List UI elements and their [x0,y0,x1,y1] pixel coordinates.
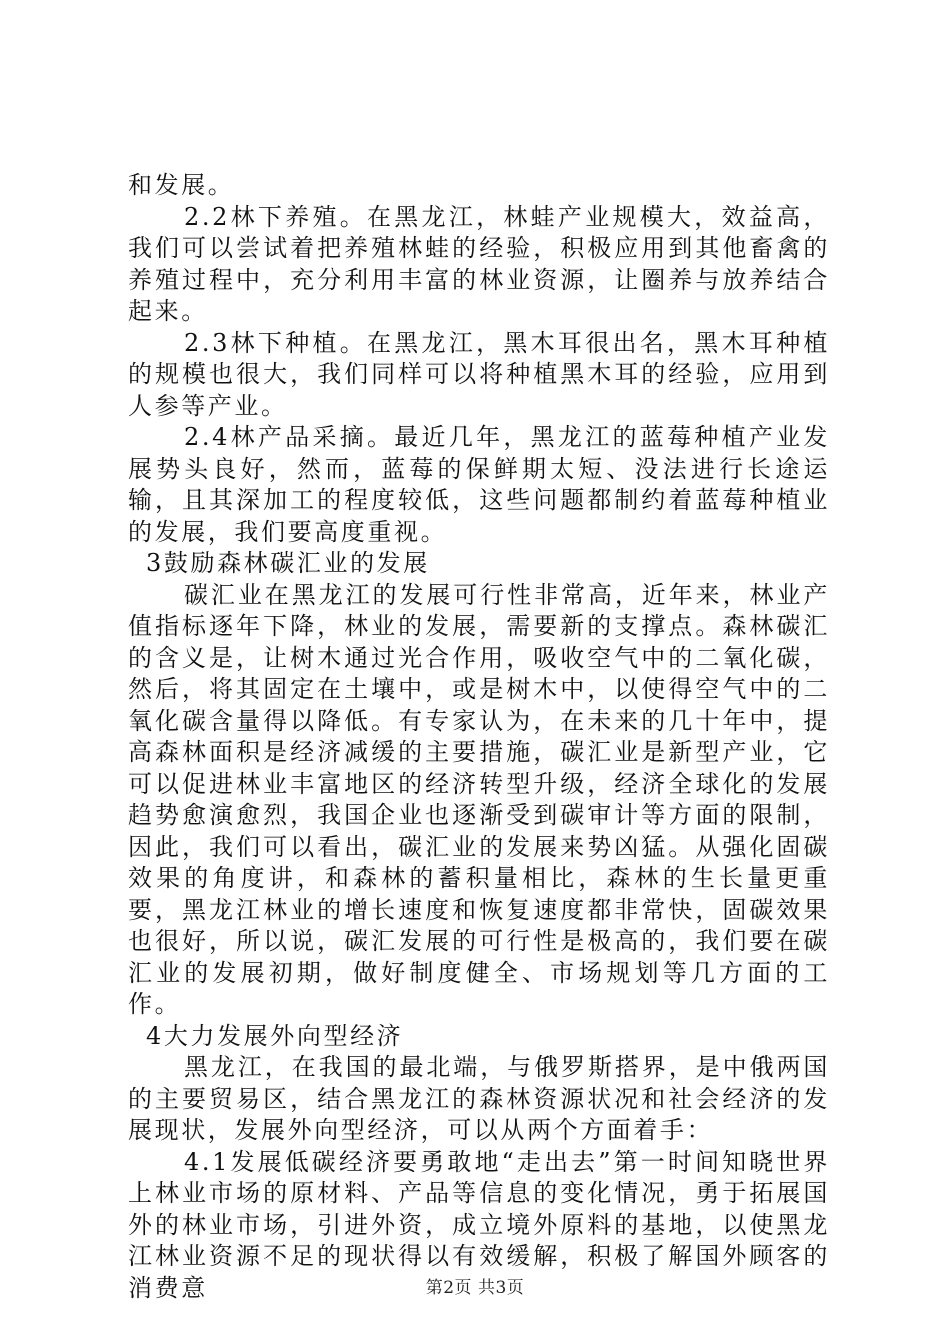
section-heading-4: 4大力发展外向型经济 [146,1021,404,1050]
paragraph-2-4: 2.4林产品采摘。最近几年，黑龙江的蓝莓种植产业发展势头良好，然而，蓝莓的保鲜期太短、没法进行长途运输，且其深加工的程度较低，这些问题都制约着蓝莓种植业的发展，我们要高度重视。 [128,423,830,546]
section-heading-3: 3鼓励森林碳汇业的发展 [146,549,430,577]
paragraph-2-2: 2.2林下养殖。在黑龙江，林蛙产业规模大，效益高，我们可以尝试着把养殖林蛙的经验，积极应用到其他畜禽的养殖过程中，充分利用丰富的林业资源，让圈养与放养结合起来。 [128,202,830,325]
paragraph-4-1: 4.1发展低碳经济要勇敢地“走出去”第一时间知晓世界上林业市场的原材料、产品等信息的变化情况，勇于拓展国外的林业市场，引进外资，成立境外原料的基地，以使黑龙江林业资源不足的现状得以有效缓解，积极了解国外顾客的消费意 [128,1147,830,1302]
paragraph-continuation: 和发展。 [128,171,235,199]
paragraph-2-3: 2.3林下种植。在黑龙江，黑木耳很出名，黑木耳种植的规模也很大，我们同样可以将种植黑木耳的经验，应用到人参等产业。 [128,328,830,420]
page-footer: 第2页 共3页 [425,1278,525,1298]
document-body [128,170,830,1304]
paragraph-section-3: 碳汇业在黑龙江的发展可行性非常高，近年来，林业产值指标逐年下降，林业的发展，需要新的支撑点。森林碳汇的含义是，让树木通过光合作用，吸收空气中的二氧化碳，然后，将其固定在土壤中，或是树木中，以使得空气中的二氧化碳含量得以降低。有专家认为，在未来的几十年中，提高森林面积是经济减缓的主要措施，碳汇业是新型产业，它可以促进林业丰富地区的经济转型升级，经济全球化的发展趋势愈演愈烈，我国企业也逐渐受到碳审计等方面的限制，因此，我们可以看出，碳汇业的发展来势凶猛。从强化固碳效果的角度讲，和森林的蓄积量相比，森林的生长量更重要，黑龙江林业的增长速度和恢复速度都非常快，固碳效果也很好，所以说，碳汇发展的可行性是极高的，我们要在碳汇业的发展初期，做好制度健全、市场规划等几方面的工作。 [128,580,830,1018]
paragraph-section-4: 黑龙江，在我国的最北端，与俄罗斯搭界，是中俄两国的主要贸易区，结合黑龙江的森林资源状况和社会经济的发展现状，发展外向型经济，可以从两个方面着手： [128,1053,830,1144]
